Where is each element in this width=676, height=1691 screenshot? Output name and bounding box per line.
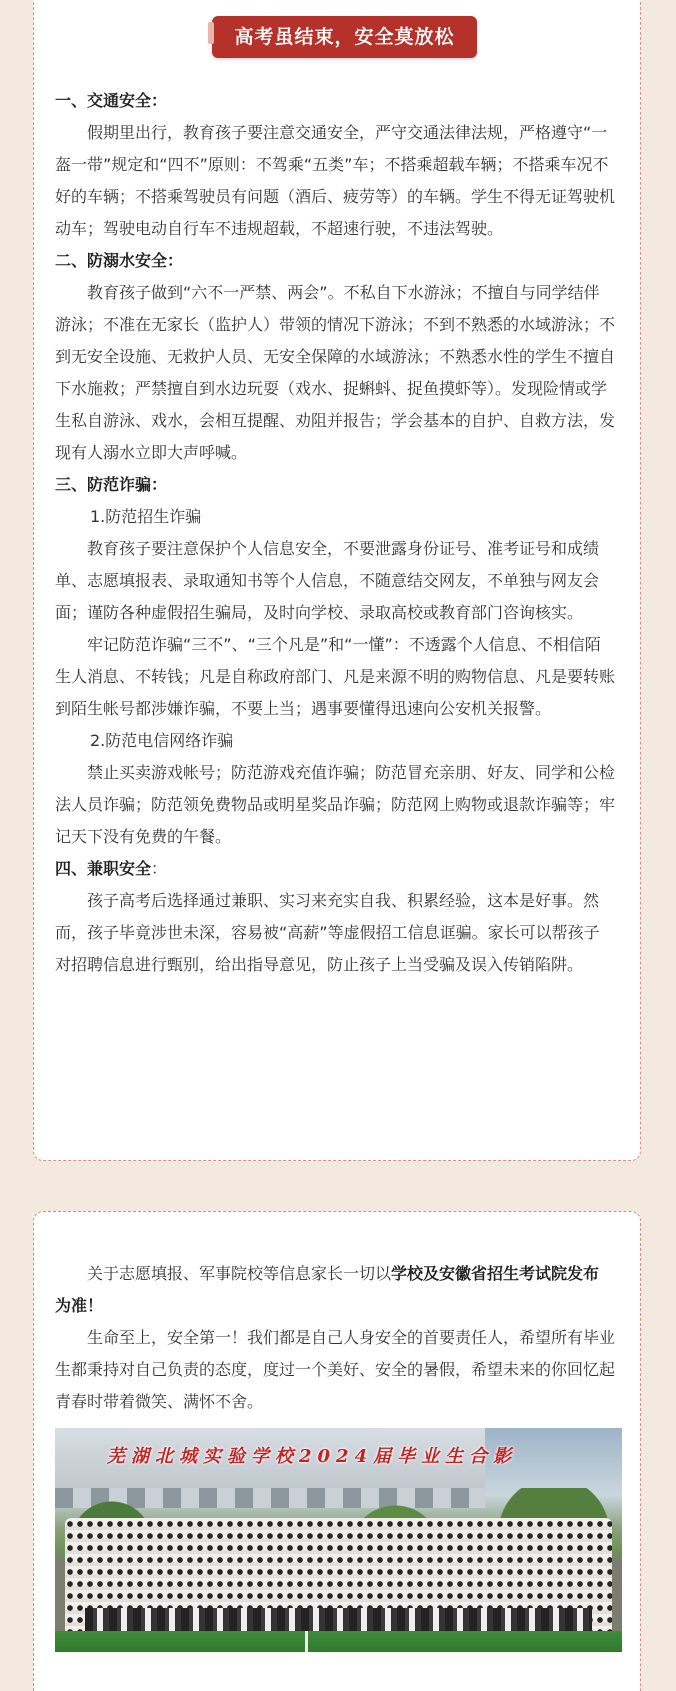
paragraph-traffic: 假期里出行，教育孩子要注意交通安全，严守交通法律法规，严格遵守“一盔一带”规定和“四不”原则：不驾乘“五类”车；不搭乘超载车辆；不搭乘车况不好的车辆；不搭乘驾驶员有问题（酒后、疲劳等）的车辆。学生不得无证驾驶机动车；驾驶电动自行车不违规超载，不超速行驶，不违法驾驶。 bbox=[55, 123, 616, 238]
notice-bold-text: 学校及安徽省招生考试院发布为准！ bbox=[55, 1264, 600, 1315]
paragraph-notice bbox=[55, 1258, 615, 1322]
paragraph-drowning: 教育孩子做到“六不一严禁、两会”。不私自下水游泳；不擅自与同学结伴游泳；不准在无家长（监护人）带领的情况下游泳；不到不熟悉的水域游泳；不到无安全设施、无救护人员、无安全保障的水域游泳；不熟悉水性的学生不擅自下水施救；严禁擅自到水边玩耍（戏水、捉蝌蚪、捉鱼摸虾等）。发现险情或学生私自游泳、戏水，会相互提醒、劝阻并报告；学会基本的自护、自救方法，发现有人溺水立即大声呼喊。 bbox=[55, 283, 616, 462]
paragraph-fraud-rules: 牢记防范诈骗“三不”、“三个凡是”和“一懂”：不透露个人信息、不相信陌生人消息、不转钱；凡是自称政府部门、凡是来源不明的购物信息、凡是要转账到陌生帐号都涉嫌诈骗，不要上当；遇事要懂得迅速向公安机关报警。 bbox=[55, 635, 616, 718]
heading-parttime-colon: ： bbox=[151, 859, 168, 878]
photo-caption: 芜湖北城实验学校2024届毕业生合影 bbox=[107, 1446, 518, 1467]
heading-drowning: 二、防溺水安全： bbox=[55, 251, 184, 270]
paragraph-safety-first: 生命至上，安全第一！我们都是自己人身安全的首要责任人，希望所有毕业生都秉持对自己负责的态度，度过一个美好、安全的暑假，希望未来的你回忆起青春时带着微笑、满怀不舍。 bbox=[55, 1328, 616, 1411]
photo-grass bbox=[55, 1631, 622, 1652]
graduation-group-photo bbox=[55, 1428, 622, 1652]
banner-title: 高考虽结束，安全莫放松 bbox=[234, 26, 455, 48]
closing-body bbox=[55, 1258, 615, 1418]
heading-fraud: 三、防范诈骗： bbox=[55, 475, 168, 494]
paragraph-parttime: 孩子高考后选择通过兼职、实习来充实自我、积累经验，这本是好事。然而，孩子毕竟涉世未深，容易被“高薪”等虚假招工信息诓骗。家长可以帮孩子对招聘信息进行甄别，给出指导意见，防止孩子上当受骗及误入传销陷阱。 bbox=[55, 891, 600, 974]
section-banner bbox=[212, 16, 477, 58]
notice-normal-text: 关于志愿填报、军事院校等信息家长一切以 bbox=[87, 1264, 392, 1283]
subheading-telecom-fraud: 2.防范电信网络诈骗 bbox=[90, 731, 234, 750]
article-body bbox=[55, 85, 615, 981]
heading-traffic: 一、交通安全： bbox=[55, 91, 168, 110]
paragraph-telecom-fraud: 禁止买卖游戏帐号；防范游戏充值诈骗；防范冒充亲朋、好友、同学和公检法人员诈骗；防范领免费物品或明星奖品诈骗；防范网上购物或退款诈骗等；牢记天下没有免费的午餐。 bbox=[55, 763, 616, 846]
paragraph-enrollment-fraud: 教育孩子要注意保护个人信息安全，不要泄露身份证号、准考证号和成绩单、志愿填报表、录取通知书等个人信息，不随意结交网友，不单独与网友会面；谨防各种虚假招生骗局，及时向学校、录取高校或教育部门咨询核实。 bbox=[55, 539, 600, 622]
heading-parttime-line bbox=[55, 853, 615, 885]
heading-parttime: 四、兼职安全 bbox=[55, 859, 152, 878]
subheading-enrollment-fraud: 1.防范招生诈骗 bbox=[90, 507, 202, 526]
